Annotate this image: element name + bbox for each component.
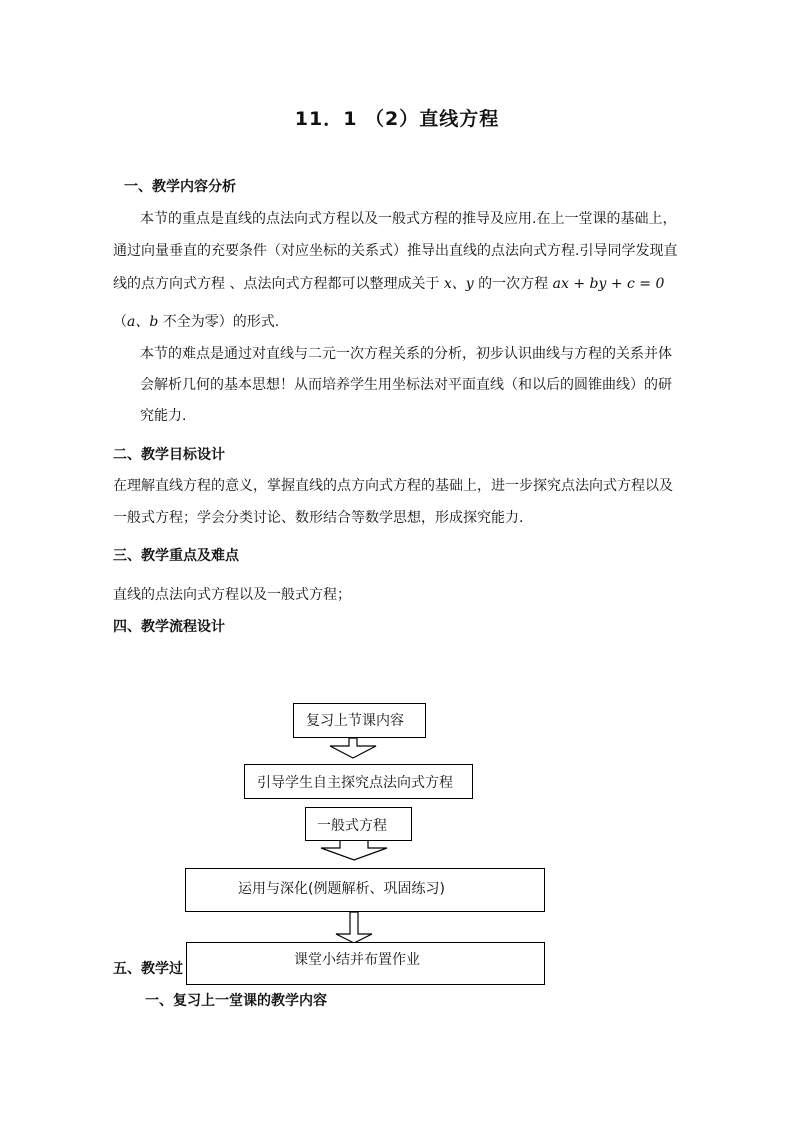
flow-step-review bbox=[293, 703, 426, 738]
section-2-line-2: 一般式方程；学会分类讨论、数形结合等数学思想，形成探究能力. bbox=[113, 510, 524, 526]
flow-step-explore-label: 引导学生自主探究点法向式方程 bbox=[257, 775, 453, 791]
section-1-line-3-tail: 的一次方程 bbox=[473, 276, 553, 292]
section-2-line-1: 在理解直线方程的意义，掌握直线的点方向式方程的基础上，进一步探究点法向式方程以及 bbox=[113, 478, 673, 494]
section-1-heading: 一、教学内容分析 bbox=[124, 179, 236, 195]
section-5-heading: 五、教学过 bbox=[113, 961, 183, 977]
flow-arrow-3 bbox=[336, 912, 372, 943]
open-paren: （ bbox=[113, 314, 127, 330]
flow-step-review-label: 复习上节课内容 bbox=[306, 713, 404, 729]
section-1-line-4-tail: 不全为零）的形式. bbox=[158, 314, 280, 330]
section-2-heading: 二、教学目标设计 bbox=[113, 447, 225, 463]
section-1-line-3-text: 线的点方向式方程 、点法向式方程都可以整理成关于 bbox=[113, 276, 444, 292]
flow-step-summary bbox=[186, 942, 545, 985]
section-4-heading: 四、教学流程设计 bbox=[113, 619, 225, 635]
section-1-p2-line-1: 本节的难点是通过对直线与二元一次方程关系的分析，初步认识曲线与方程的关系并体 bbox=[140, 346, 672, 362]
section-1-p2-line-2: 会解析几何的基本思想！从而培养学生用坐标法对平面直线（和以后的圆锥曲线）的研 bbox=[140, 377, 672, 393]
variables-ab: a、b bbox=[127, 314, 159, 330]
flow-step-summary-label: 课堂小结并布置作业 bbox=[294, 952, 420, 968]
flow-step-general-form bbox=[305, 807, 412, 841]
flow-step-general-form-label: 一般式方程 bbox=[317, 818, 387, 834]
section-3-heading: 三、教学重点及难点 bbox=[113, 548, 239, 564]
flow-step-explore bbox=[244, 764, 473, 799]
variables-xy: x、y bbox=[443, 276, 474, 292]
section-1-line-2: 通过向量垂直的充要条件（对应坐标的关系式）推导出直线的点法向式方程.引导同学发现直 bbox=[113, 243, 678, 259]
flow-arrow-2 bbox=[321, 840, 387, 860]
section-1-line-1: 本节的重点是直线的点法向式方程以及一般式方程的推导及应用.在上一堂课的基础上， bbox=[140, 211, 677, 227]
section-3-text: 直线的点法向式方程以及一般式方程； bbox=[113, 587, 351, 603]
flow-step-application bbox=[185, 868, 545, 912]
linear-equation: ax + by + c = 0 bbox=[552, 276, 665, 292]
flow-step-application-label: 运用与深化(例题解析、巩固练习) bbox=[238, 881, 445, 897]
section-5-subheading: 一、复习上一堂课的教学内容 bbox=[145, 993, 327, 1009]
section-1-p2-line-3: 究能力. bbox=[140, 408, 187, 424]
flow-arrow-1 bbox=[330, 738, 376, 758]
page-title: 11．1 （2）直线方程 bbox=[294, 108, 500, 130]
